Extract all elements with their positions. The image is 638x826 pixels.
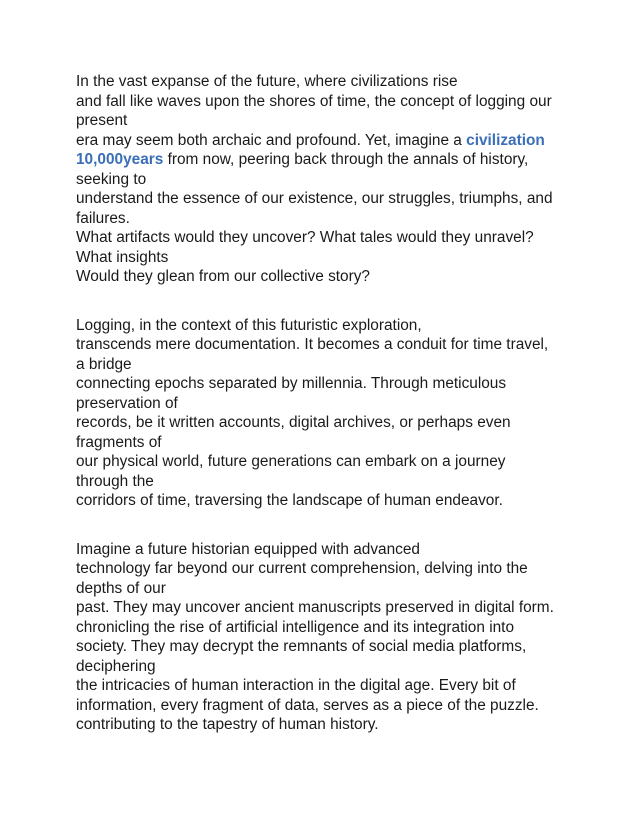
text-line: [76, 696, 576, 716]
text-segment: chronicling the rise of artificial intelligence and its integration into: [76, 618, 515, 636]
text-line: [76, 92, 576, 112]
paragraph: [76, 540, 576, 735]
text-segment: through the: [76, 472, 154, 490]
text-line: [76, 579, 576, 599]
text-line: [76, 491, 576, 511]
text-line: [76, 189, 576, 209]
text-line: [76, 598, 576, 618]
text-segment: What artifacts would they uncover? What tales would they unravel?: [76, 229, 534, 246]
text-line: [76, 209, 576, 229]
text-line: [76, 248, 576, 268]
text-segment: records, be it written accounts, digital archives, or perhaps even: [76, 414, 511, 431]
text-line: [76, 559, 576, 579]
paragraph-gap: [76, 287, 576, 316]
text-line: [76, 267, 576, 287]
text-line: [76, 540, 576, 560]
text-segment: preservation of: [76, 394, 178, 412]
text-segment: information, every fragment of data, serves as a piece of the puzzle.: [76, 696, 539, 714]
text-segment: depths of our: [76, 579, 166, 597]
text-segment: society. They may decrypt the remnants of social media platforms,: [76, 638, 527, 655]
text-segment: present: [76, 112, 128, 129]
text-segment: technology far beyond our current comprehension, delving into the: [76, 560, 528, 577]
text-line: [76, 413, 576, 433]
text-line: [76, 394, 576, 414]
text-segment: contributing to the tapestry of human history.: [76, 716, 379, 733]
paragraph: [76, 316, 576, 511]
text-segment: understand the essence of our existence, our struggles, triumphs, and: [76, 190, 553, 207]
text-line: [76, 355, 576, 375]
text-segment: fragments of: [76, 433, 162, 451]
text-segment: connecting epochs separated by millennia. Through meticulous: [76, 375, 507, 392]
text-segment: past. They may uncover ancient manuscripts preserved in digital form.: [76, 599, 554, 616]
text-line: [76, 111, 576, 131]
text-line: [76, 472, 576, 492]
text-line: [76, 335, 576, 355]
highlighted-text: civilization: [466, 131, 545, 149]
text-line: [76, 657, 576, 677]
text-segment: deciphering: [76, 657, 156, 675]
text-segment: and fall like waves upon the shores of time, the concept of logging our: [76, 92, 552, 110]
text-line: [76, 131, 576, 151]
text-line: [76, 452, 576, 472]
text-line: [76, 433, 576, 453]
text-line: [76, 676, 576, 696]
text-segment: What insights: [76, 248, 169, 266]
text-segment: In the vast expanse of the future, where civilizations rise: [76, 73, 458, 90]
text-segment: Logging, in the context of this futuristic exploration,: [76, 316, 422, 334]
text-segment: seeking to: [76, 170, 147, 188]
text-line: [76, 637, 576, 657]
text-segment: from now, peering back through the annals of history,: [163, 151, 529, 168]
document-body: [76, 72, 576, 735]
text-segment: corridors of time, traversing the landscape of human endeavor.: [76, 492, 503, 509]
text-line: [76, 316, 576, 336]
text-line: [76, 170, 576, 190]
text-segment: a bridge: [76, 355, 132, 373]
text-segment: era may seem both archaic and profound. Yet, imagine a: [76, 131, 467, 149]
text-line: [76, 228, 576, 248]
text-segment: transcends mere documentation. It becomes a conduit for time travel,: [76, 336, 549, 353]
text-segment: the intricacies of human interaction in the digital age. Every bit of: [76, 677, 516, 694]
text-line: [76, 150, 576, 170]
paragraph: [76, 72, 576, 287]
paragraph-gap: [76, 511, 576, 540]
text-segment: failures.: [76, 209, 130, 227]
text-segment: Imagine a future historian equipped with advanced: [76, 540, 420, 558]
text-line: [76, 374, 576, 394]
text-line: [76, 72, 576, 92]
text-segment: Would they glean from our collective story?: [76, 268, 370, 285]
text-line: [76, 715, 576, 735]
text-line: [76, 618, 576, 638]
highlighted-text: 10,000years: [76, 151, 164, 168]
text-segment: our physical world, future generations can embark on a journey: [76, 453, 506, 470]
